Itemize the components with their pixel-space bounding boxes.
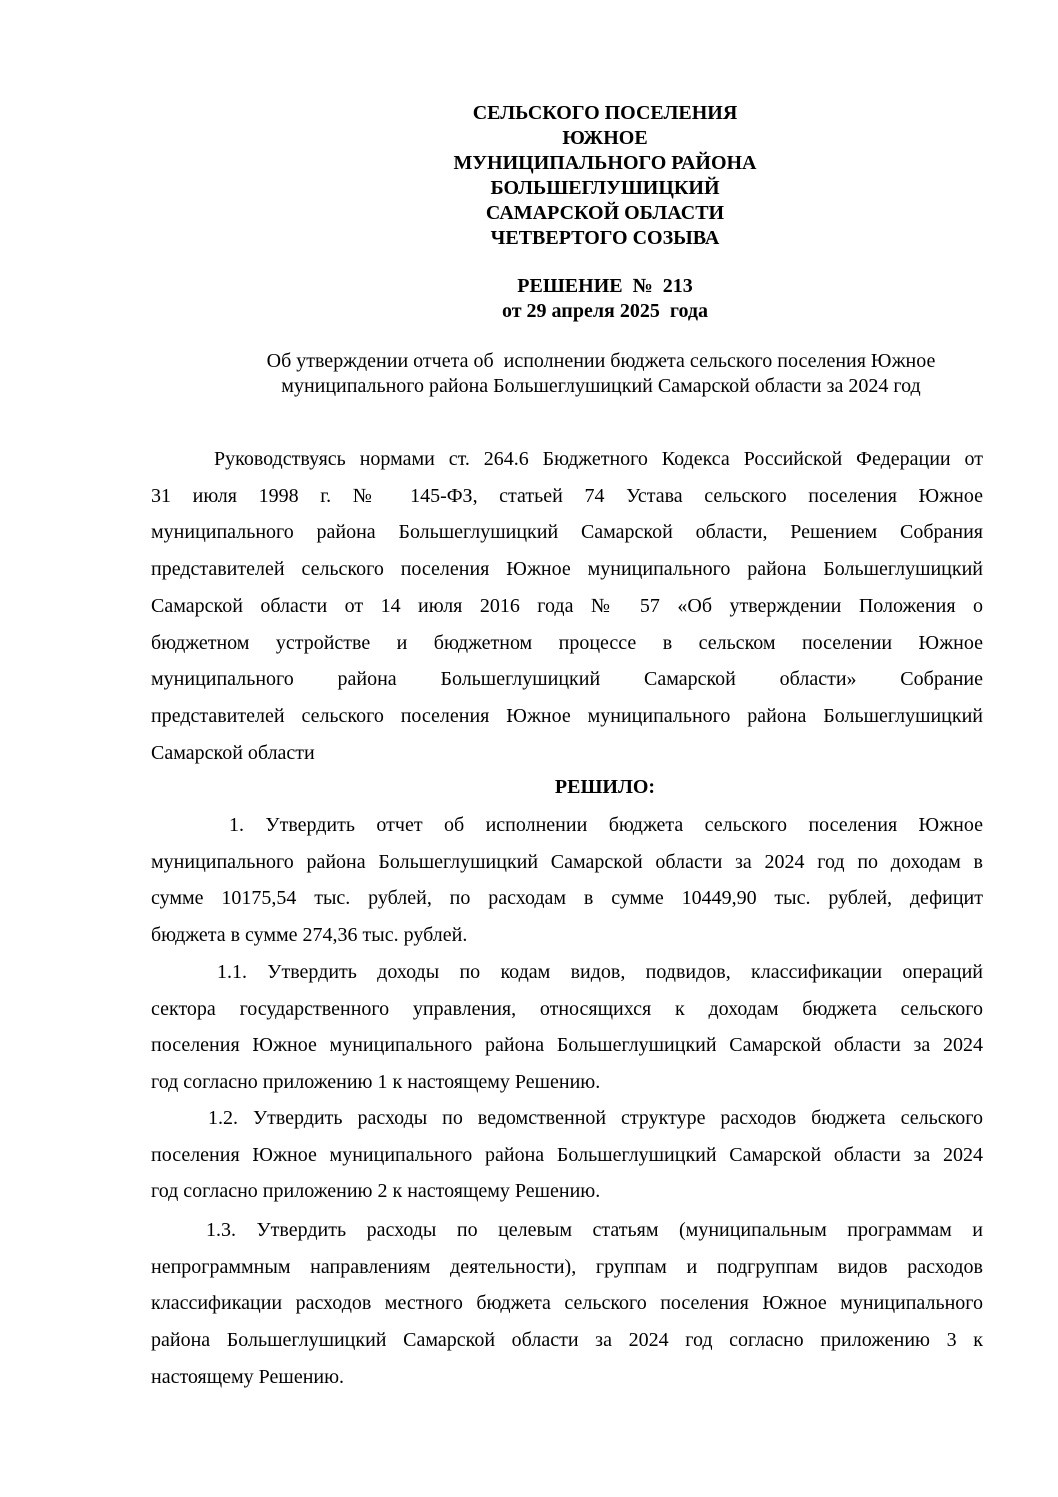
item-line: год согласно приложению 1 к настоящему Решению. (151, 1071, 601, 1094)
header-line: ЧЕТВЕРТОГО СОЗЫВА (490, 227, 720, 249)
preamble-paragraph (151, 441, 983, 771)
preamble-line: Самарской области от 14 июля 2016 года № 57 «Об утверждении Положения о (151, 594, 983, 617)
item-line: сумме 10175,54 тыс. рублей, по расходам в сумме 10449,90 тыс. рублей, дефицит (151, 887, 983, 910)
item-line: муниципального района Большеглушицкий Самарской области за 2024 год по доходам в (151, 850, 983, 873)
item-line: поселения Южное муниципального района Большеглушицкий Самарской области за 2024 (151, 1143, 983, 1166)
decision-subject (72, 349, 1058, 399)
decision-heading (76, 274, 1058, 324)
item-line: района Большеглушицкий Самарской области за 2024 год согласно приложению 3 к (151, 1329, 983, 1352)
resolution-item-1 (151, 807, 983, 954)
item-line: 1.3. Утвердить расходы по целевым статьям (муниципальным программам и (206, 1219, 983, 1241)
item-line: непрограммным направлениям деятельности), группам и подгруппам видов расходов (151, 1255, 983, 1278)
header-line: СЕЛЬСКОГО ПОСЕЛЕНИЯ (472, 102, 738, 124)
item-line: сектора государственного управления, относящихся к доходам бюджета сельского (151, 997, 983, 1020)
item-line: 1.2. Утвердить расходы по ведомственной структуре расходов бюджета сельского (208, 1107, 983, 1129)
item-line: год согласно приложению 2 к настоящему Решению. (151, 1180, 601, 1203)
document-header (76, 101, 1058, 251)
preamble-line: 31 июля 1998 г. № 145-ФЗ, статьей 74 Устава сельского поселения Южное (151, 484, 983, 507)
preamble-line: представителей сельского поселения Южное муниципального района Большеглушицкий (151, 558, 983, 581)
subject-line: Об утверждении отчета об исполнении бюджета сельского поселения Южное (266, 350, 936, 372)
item-line: классификации расходов местного бюджета сельского поселения Южное муниципального (151, 1292, 983, 1315)
item-line: 1.1. Утвердить доходы по кодам видов, подвидов, классификации операций (217, 961, 983, 983)
preamble-line: представителей сельского поселения Южное муниципального района Большеглушицкий (151, 704, 983, 727)
header-line: БОЛЬШЕГЛУШИЦКИЙ (490, 177, 720, 199)
decision-date: от 29 апреля 2025 года (502, 300, 708, 322)
item-line: поселения Южное муниципального района Большеглушицкий Самарской области за 2024 (151, 1034, 983, 1057)
item-line: настоящему Решению. (151, 1365, 345, 1388)
preamble-line: бюджетном устройстве и бюджетном процессе в сельском поселении Южное (151, 631, 983, 654)
subject-line: муниципального района Большеглушицкий Самарской области за 2024 год (281, 375, 921, 397)
resolution-item-1-1 (151, 954, 983, 1101)
preamble-line: муниципального района Большеглушицкий Самарской области» Собрание (151, 668, 983, 691)
header-line: САМАРСКОЙ ОБЛАСТИ (485, 202, 725, 224)
resolution-item-1-3 (151, 1212, 983, 1396)
preamble-line: муниципального района Большеглушицкий Самарской области, Решением Собрания (151, 521, 983, 544)
header-line: ЮЖНОЕ (562, 127, 648, 149)
preamble-line: Самарской области (151, 741, 315, 764)
resolved-heading: РЕШИЛО: (554, 776, 656, 798)
header-line: МУНИЦИПАЛЬНОГО РАЙОНА (453, 152, 757, 174)
decision-title: РЕШЕНИЕ № 213 (517, 275, 693, 297)
resolution-item-1-2 (151, 1100, 983, 1210)
item-line: 1. Утвердить отчет об исполнении бюджета сельского поселения Южное (229, 814, 983, 836)
item-line: бюджета в сумме 274,36 тыс. рублей. (151, 924, 468, 947)
preamble-line: Руководствуясь нормами ст. 264.6 Бюджетного Кодекса Российской Федерации от (214, 448, 983, 470)
